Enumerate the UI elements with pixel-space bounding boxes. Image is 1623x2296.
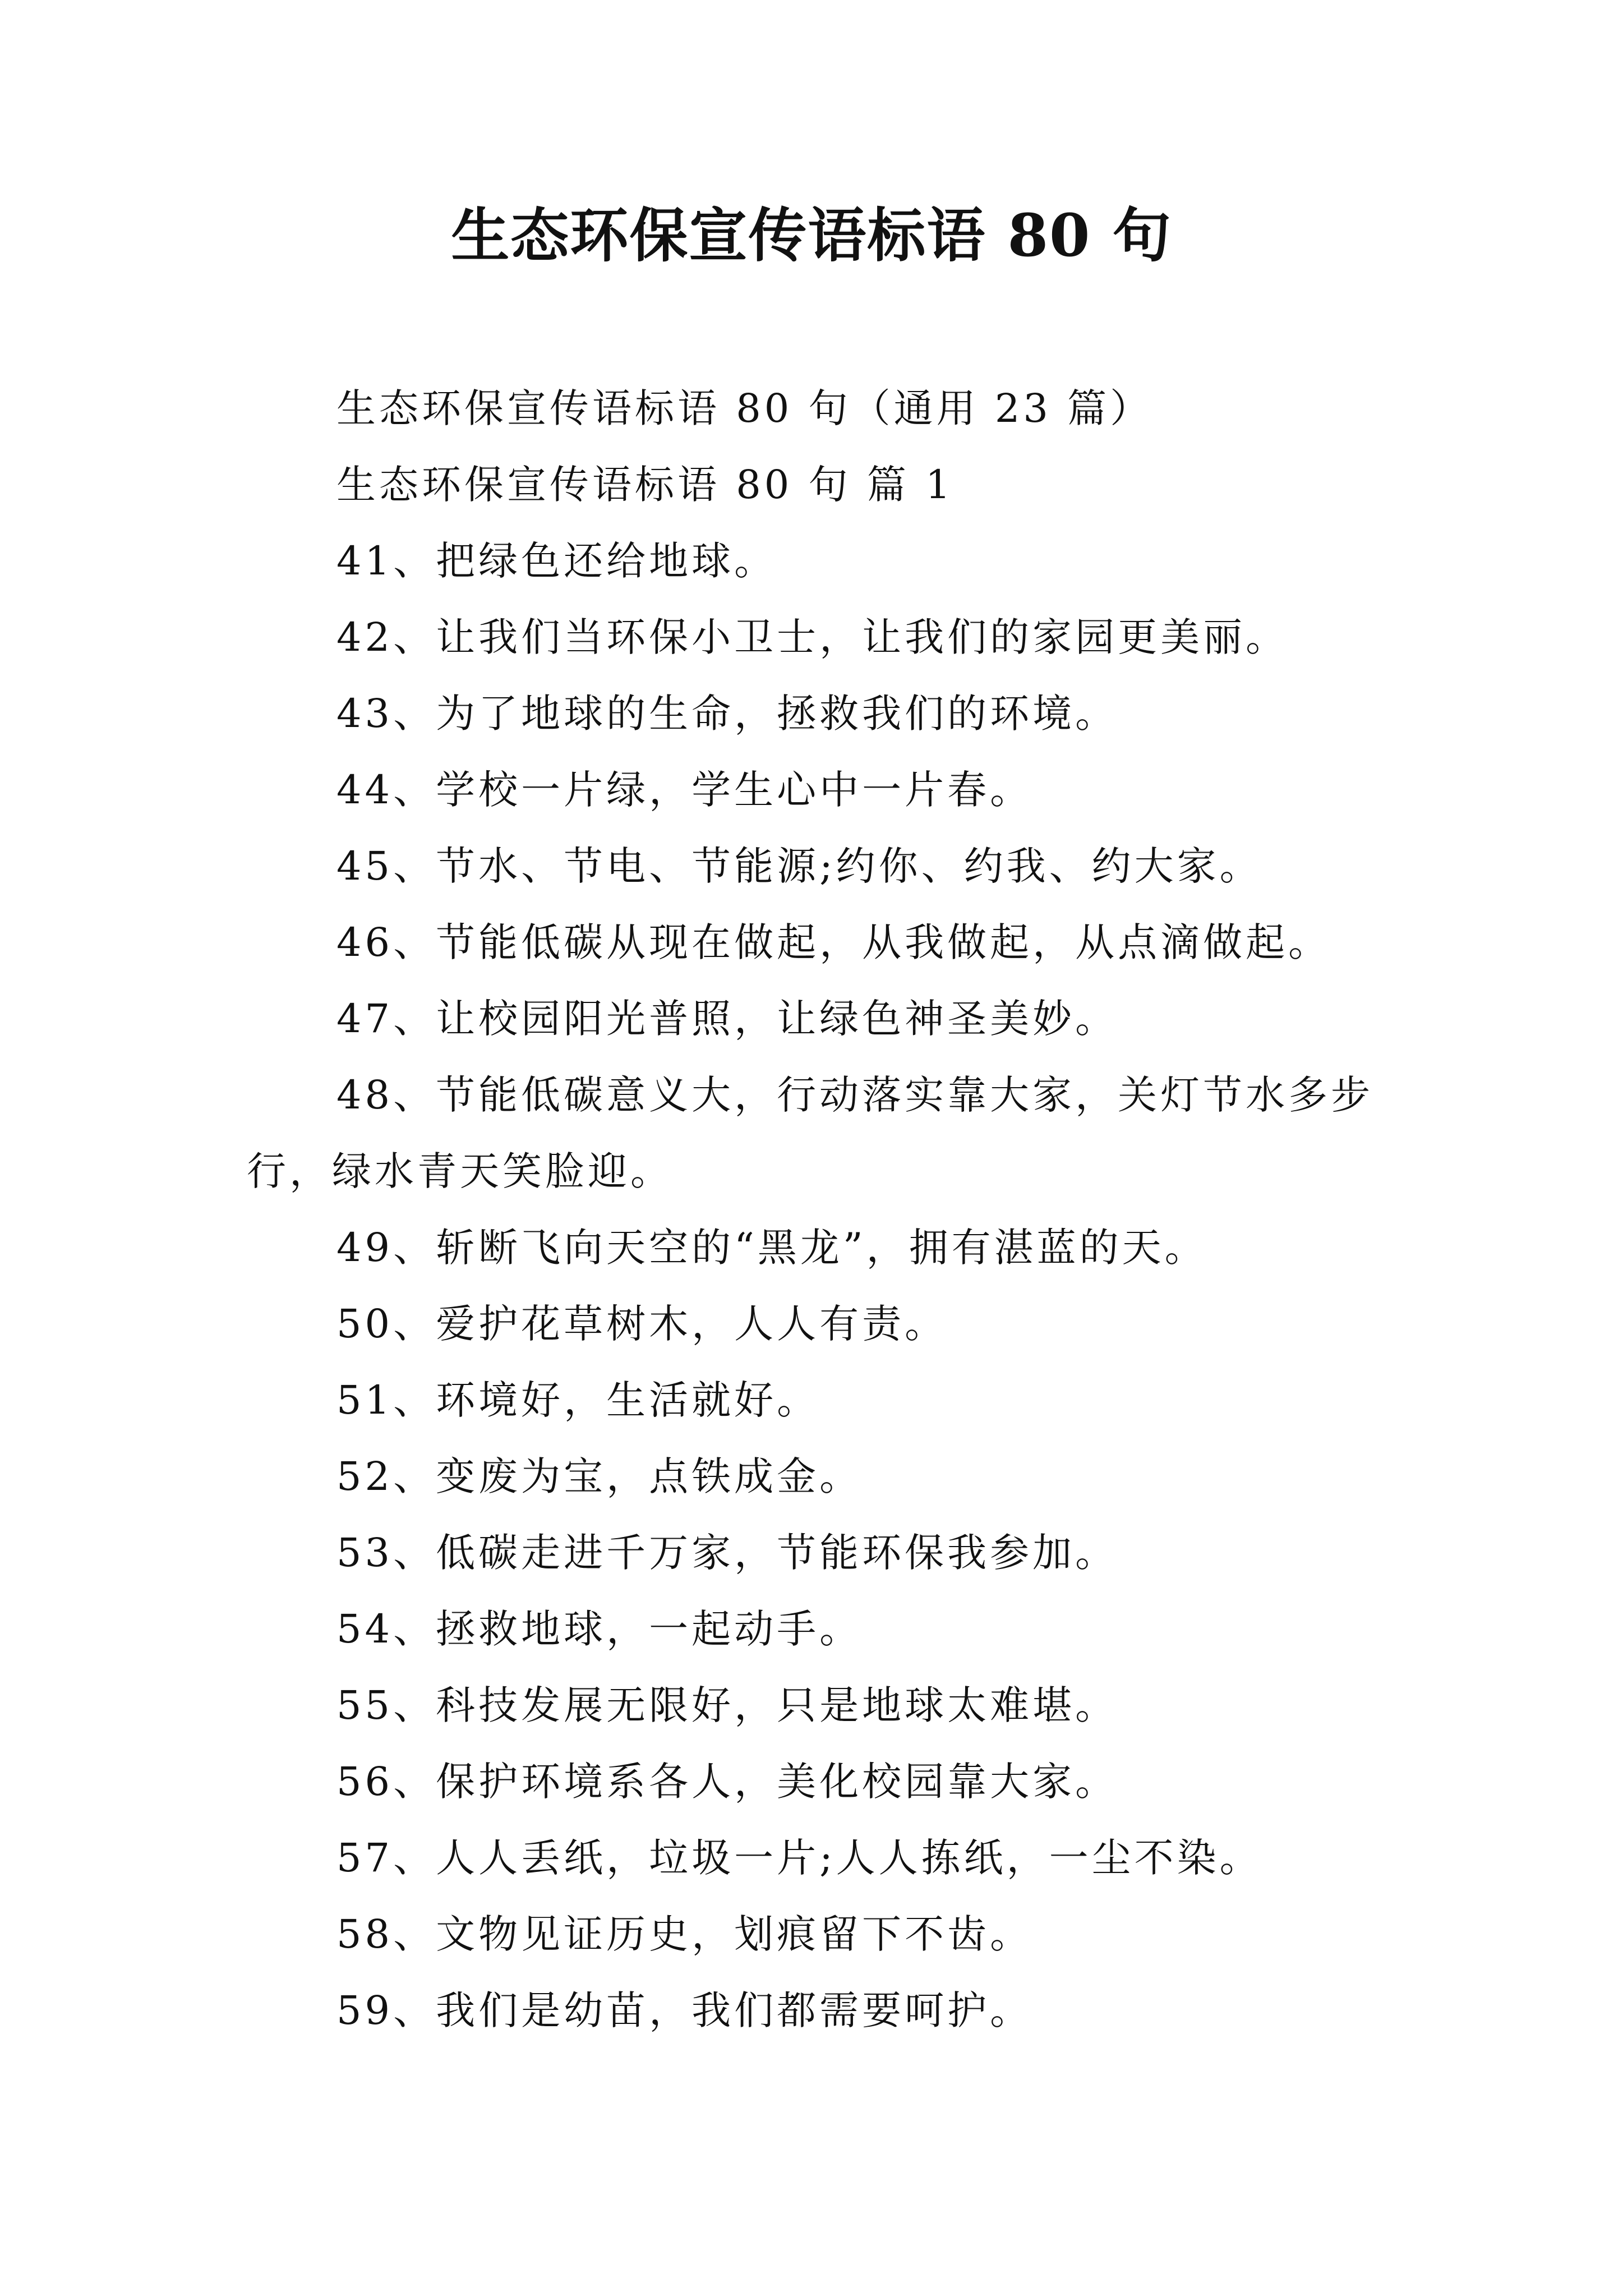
slogan-item: 51、环境好，生活就好。 <box>336 1377 820 1423</box>
slogan-item: 53、低碳走进千万家，节能环保我参加。 <box>336 1530 1118 1576</box>
slogan-item: 47、让校园阳光普照，让绿色神圣美妙。 <box>336 996 1118 1042</box>
document-body <box>247 370 1402 2049</box>
slogan-item: 57、人人丢纸，垃圾一片;人人拣纸，一尘不染。 <box>336 1835 1262 1881</box>
slogan-item: 55、科技发展无限好，只是地球太难堪。 <box>336 1682 1118 1728</box>
slogan-item: 49、斩断飞向天空的“黑龙”，拥有湛蓝的天。 <box>336 1225 1207 1271</box>
slogan-item: 45、节水、节电、节能源;约你、约我、约大家。 <box>336 843 1262 889</box>
slogan-item: 52、变废为宝，点铁成金。 <box>336 1453 863 1499</box>
slogan-item: 44、学校一片绿，学生心中一片春。 <box>336 767 1033 813</box>
slogan-item: 56、保护环境系各人，美化校园靠大家。 <box>336 1759 1118 1805</box>
slogan-item: 50、爱护花草树木，人人有责。 <box>336 1301 948 1347</box>
slogan-item: 43、为了地球的生命，拯救我们的环境。 <box>336 691 1118 737</box>
slogan-item: 59、我们是幼苗，我们都需要呵护。 <box>336 1987 1033 2033</box>
slogan-item: 41、把绿色还给地球。 <box>336 538 777 584</box>
document-subtitle: 生态环保宣传语标语 80 句（通用 23 篇） <box>336 385 1153 431</box>
document-title: 生态环保宣传语标语 80 句 <box>451 201 1172 270</box>
slogan-item: 48、节能低碳意义大，行动落实靠大家，关灯节水多步行，绿水青天笑脸迎。 <box>247 1072 1374 1194</box>
slogan-item: 58、文物见证历史，划痕留下不齿。 <box>336 1911 1033 1957</box>
slogan-item: 46、节能低碳从现在做起，从我做起，从点滴做起。 <box>336 919 1331 965</box>
section-heading: 生态环保宣传语标语 80 句 篇 1 <box>336 462 954 508</box>
slogan-item: 54、拯救地球，一起动手。 <box>336 1606 863 1652</box>
slogan-item: 42、让我们当环保小卫士，让我们的家园更美丽。 <box>336 614 1289 660</box>
